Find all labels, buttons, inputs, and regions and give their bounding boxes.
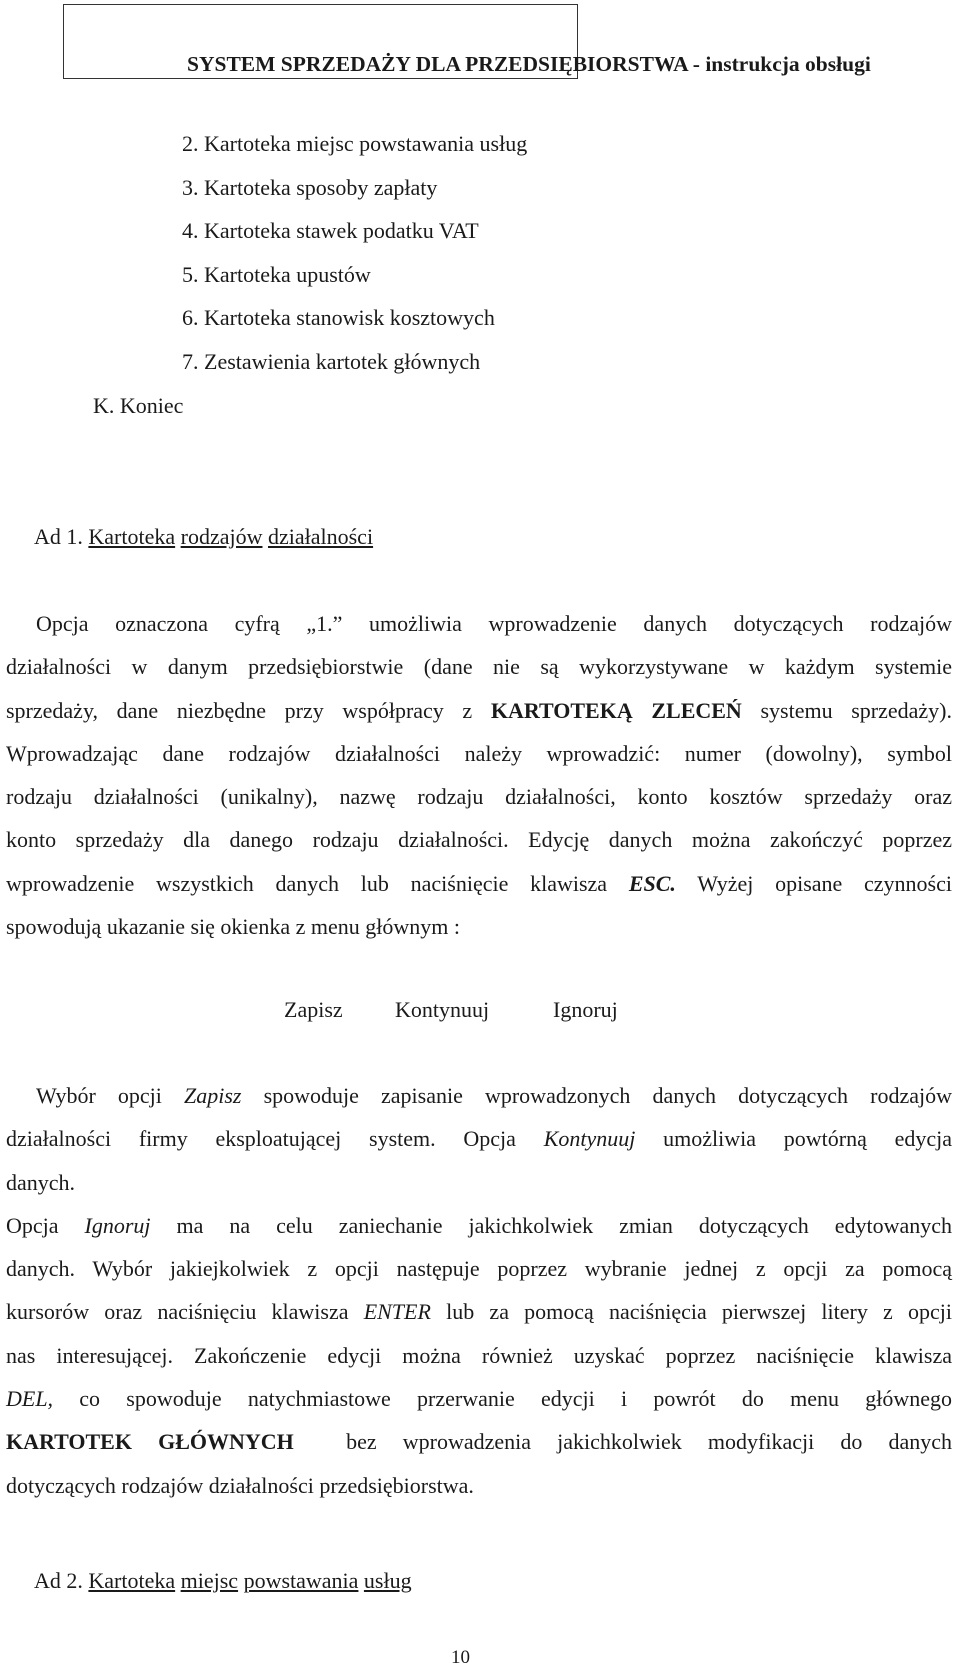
text-line: sprzedaży, dane niezbędne przy współpracy z KARTOTEKĄ ZLECEŃ systemu sprzedaży). (6, 697, 953, 723)
menu-item-3 (182, 175, 437, 201)
menu-item-number: 2. (182, 131, 199, 156)
text-line: konto sprzedaży dla danego rodzaju działalności. Edycję danych można zakończyć poprzez (6, 827, 952, 853)
text-line: Opcja Ignoruj ma na celu zaniechanie jakichkolwiek zmian dotyczących edytowanych (6, 1212, 953, 1238)
menu-item-label: Kartoteka upustów (204, 262, 371, 287)
menu-item-label: Zestawienia kartotek głównych (204, 349, 481, 374)
text-line: KARTOTEK GŁÓWNYCH bez wprowadzenia jakichkolwiek modyfikacji do danych (6, 1429, 953, 1455)
text-line: dotyczących rodzajów działalności przedsiębiorstwa. (6, 1472, 474, 1498)
paragraph-options-description (6, 1074, 952, 1507)
text-line: wprowadzenie wszystkich danych lub naciśnięcie klawisza ESC. Wyżej opisane czynności (6, 870, 953, 896)
text-line: Wybór opcji Zapisz spowoduje zapisanie wprowadzonych danych dotyczących rodzajów (36, 1083, 953, 1108)
menu-item-label: Kartoteka stawek podatku VAT (204, 218, 479, 243)
menu-item-number: 7. (182, 349, 199, 374)
menu-item-5 (182, 262, 371, 288)
section-heading-1: Ad 1. Kartoteka rodzajów działalności (34, 524, 374, 549)
menu-item-number: 5. (182, 262, 199, 287)
text-line: działalności firmy eksploatującej system. Opcja Kontynuuj umożliwia powtórną edycja (6, 1126, 953, 1152)
text-line: spowodują ukazanie się okienka z menu głównym : (6, 914, 460, 940)
text-line: działalności w danym przedsiębiorstwie (dane nie są wykorzystywane w każdym systemie (6, 654, 952, 680)
text-line: danych. Wybór jakiejkolwiek z opcji następuje poprzez wybranie jednej z opcji za pomocą (6, 1256, 952, 1282)
option-ignore: Ignoruj (553, 997, 618, 1022)
menu-item-2 (182, 131, 527, 157)
text-line: danych. (6, 1169, 76, 1195)
document-header-title: SYSTEM SPRZEDAŻY DLA PRZEDSIĘBIORSTWA - instrukcja obsługi (187, 52, 871, 76)
text-line: nas interesującej. Zakończenie edycji można również uzyskać poprzez naciśnięcie klawisza (6, 1342, 952, 1368)
menu-item-label: Kartoteka stanowisk kosztowych (204, 305, 495, 330)
menu-item-label: Kartoteka miejsc powstawania usług (204, 131, 528, 156)
page-number: 10 (451, 1647, 470, 1668)
section-heading-2: Ad 2. Kartoteka miejsc powstawania usług (34, 1568, 412, 1593)
menu-item-number: 3. (182, 175, 199, 200)
text-line: kursorów oraz naciśnięciu klawisza ENTER lub za pomocą naciśnięcia pierwszej litery z opcji (6, 1299, 952, 1325)
text-line: DEL, co spowoduje natychmiastowe przerwanie edycji i powrót do menu głównego (6, 1386, 952, 1412)
menu-item-6 (182, 305, 495, 331)
menu-item-label: Kartoteka sposoby zapłaty (204, 175, 438, 200)
menu-item-7 (182, 349, 480, 375)
paragraph-section1-intro (6, 602, 952, 948)
option-continue: Kontynuuj (395, 997, 490, 1022)
text-line: rodzaju działalności (unikalny), nazwę rodzaju działalności, konto kosztów sprzedaży oraz (6, 784, 952, 810)
menu-item-4 (182, 218, 479, 244)
menu-item-exit: K. Koniec (93, 393, 184, 418)
text-line: Wprowadzając dane rodzajów działalności należy wprowadzić: numer (dowolny), symbol (6, 740, 952, 766)
menu-item-number: 4. (182, 218, 199, 243)
text-line: Opcja oznaczona cyfrą „1.” umożliwia wprowadzenie danych dotyczących rodzajów (36, 611, 952, 636)
option-save: Zapisz (284, 997, 343, 1022)
menu-item-number: 6. (182, 305, 199, 330)
